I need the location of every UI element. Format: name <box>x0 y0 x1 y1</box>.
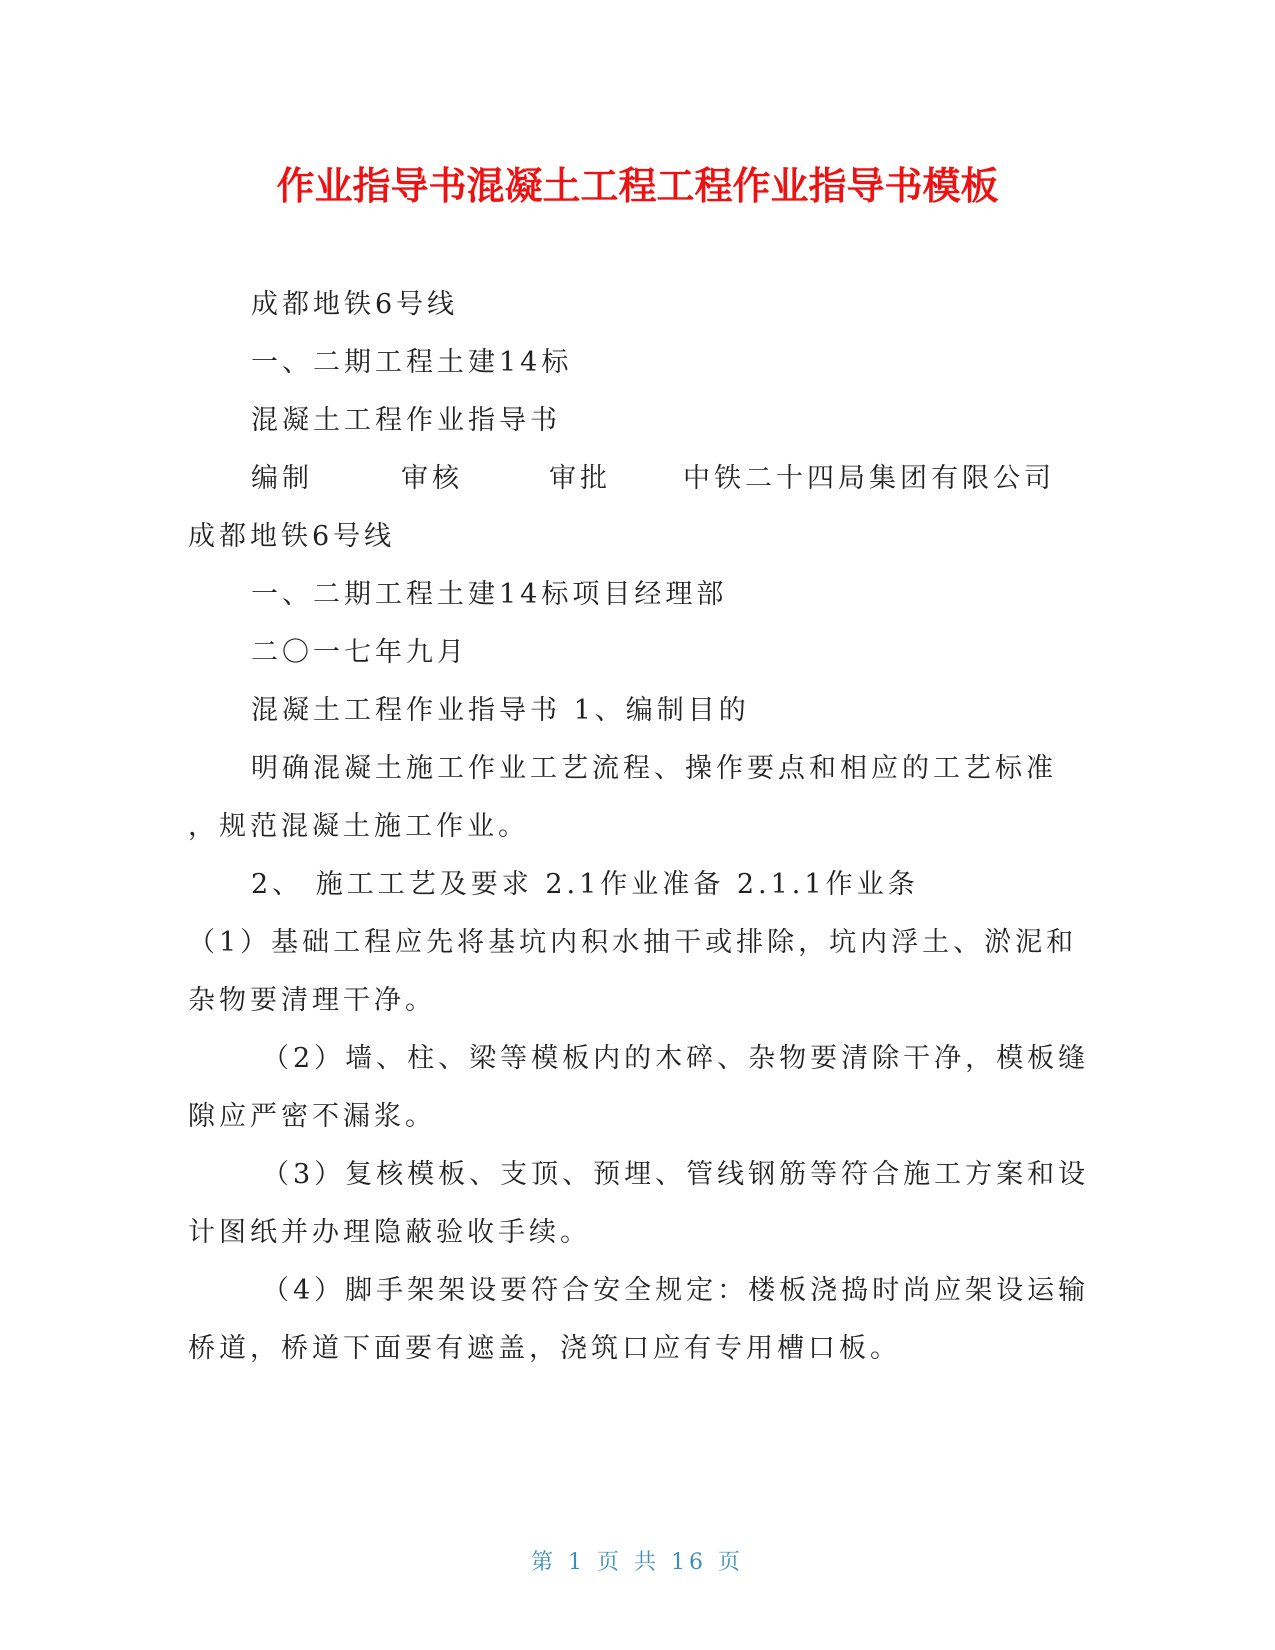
page-footer: 第 1 页 共 16 页 <box>531 1550 744 1575</box>
doc-line-department: 一、二期工程土建14标项目经理部 <box>251 579 728 610</box>
sign-approve: 审批 <box>549 463 611 494</box>
doc-line-item4-a: （4）脚手架架设要符合安全规定：楼板浇捣时尚应架设运输 <box>262 1275 1090 1306</box>
doc-line-purpose-text-1: 明确混凝土施工作业工艺流程、操作要点和相应的工艺标准 <box>251 753 1057 784</box>
doc-line-project: 成都地铁6号线 <box>251 289 459 320</box>
doc-line-item3-b: 计图纸并办理隐蔽验收手续。 <box>188 1217 591 1248</box>
sign-company: 中铁二十四局集团有限公司 <box>683 463 1055 494</box>
doc-line-item1-b: 杂物要清理干净。 <box>188 985 436 1016</box>
doc-line-item2-a: （2）墙、柱、梁等模板内的木碎、杂物要清除干净，模板缝 <box>262 1043 1090 1074</box>
doc-line-item2-b: 隙应严密不漏浆。 <box>188 1101 436 1132</box>
sign-review: 审核 <box>401 463 463 494</box>
sign-row <box>251 459 1055 499</box>
doc-line-item3-a: （3）复核模板、支顶、预埋、管线钢筋等符合施工方案和设 <box>262 1159 1090 1190</box>
doc-line-subtitle: 混凝土工程作业指导书 <box>251 405 561 436</box>
doc-line-process-heading: 2、 施工工艺及要求 2.1作业准备 2.1.1作业条 <box>251 869 919 900</box>
sign-compile: 编制 <box>251 463 313 494</box>
doc-line-section: 一、二期工程土建14标 <box>251 347 573 378</box>
doc-line-purpose-text-2: ，规范混凝土施工作业。 <box>188 811 529 842</box>
doc-line-purpose-heading: 混凝土工程作业指导书 1、编制目的 <box>251 695 750 726</box>
doc-line-project-2: 成都地铁6号线 <box>188 521 396 552</box>
doc-line-item4-b: 桥道，桥道下面要有遮盖，浇筑口应有专用槽口板。 <box>188 1333 901 1364</box>
doc-line-date: 二〇一七年九月 <box>251 637 468 668</box>
doc-line-item1-a: （1）基础工程应先将基坑内积水抽干或排除，坑内浮土、淤泥和 <box>188 927 1078 958</box>
page-title: 作业指导书混凝土工程工程作业指导书模板 <box>276 164 999 208</box>
